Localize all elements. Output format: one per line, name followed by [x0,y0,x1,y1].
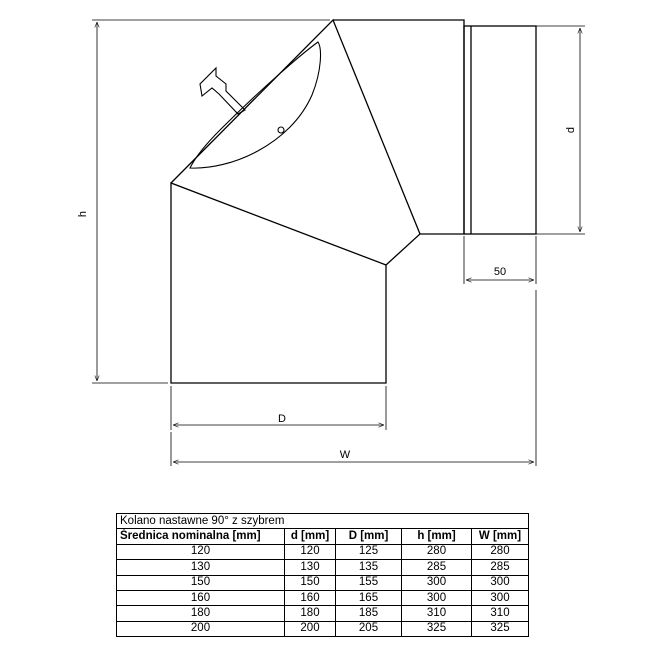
table-cell: 120 [117,544,285,559]
dimensions-table [116,513,529,637]
header-D: D [mm] [336,529,402,544]
damper-plate [190,42,320,168]
table-title-row [117,514,529,529]
table-cell: 165 [336,590,402,605]
table-cell: 150 [117,575,285,590]
table-row [117,606,529,621]
table-cell: 160 [117,590,285,605]
dimension-h [92,20,330,383]
elbow-body [171,20,536,383]
table-cell: 310 [472,606,529,621]
table-row [117,560,529,575]
table-cell: 150 [285,575,336,590]
table-cell: 285 [402,560,472,575]
label-d: d [565,126,577,134]
table-cell: 205 [336,621,402,636]
table-header-row [117,529,529,544]
table-cell: 135 [336,560,402,575]
table-row [117,621,529,636]
table-cell: 300 [472,575,529,590]
header-d: d [mm] [285,529,336,544]
table-cell: 300 [402,590,472,605]
table-row [117,544,529,559]
damper-handle [200,68,245,114]
table-cell: 125 [336,544,402,559]
table-title: Kolano nastawne 90° z szybrem [117,514,529,529]
header-nominal-diameter: Średnica nominalna [mm] [117,529,285,544]
table-cell: 325 [402,621,472,636]
spigot-sleeve [464,26,536,234]
table-cell: 280 [472,544,529,559]
table-cell: 310 [402,606,472,621]
table-cell: 200 [285,621,336,636]
table-cell: 130 [285,560,336,575]
damper-pivot [278,127,284,133]
table-cell: 325 [472,621,529,636]
table-cell: 130 [117,560,285,575]
label-h: h [77,210,89,218]
label-D: D [278,413,286,425]
label-W: W [339,449,351,461]
table-cell: 155 [336,575,402,590]
table-cell: 120 [285,544,336,559]
table-cell: 180 [117,606,285,621]
table-cell: 180 [285,606,336,621]
header-W: W [mm] [472,529,529,544]
upper-segment [333,20,464,234]
table-cell: 300 [472,590,529,605]
table-cell: 280 [402,544,472,559]
bottom-segment [171,183,386,383]
table-cell: 160 [285,590,336,605]
header-h: h [mm] [402,529,472,544]
table-cell: 200 [117,621,285,636]
dimension-d [536,26,585,234]
label-50: 50 [493,266,507,278]
table-row [117,590,529,605]
table-cell: 300 [402,575,472,590]
table-cell: 185 [336,606,402,621]
table-row [117,575,529,590]
table-cell: 285 [472,560,529,575]
dimension-W [171,290,536,466]
